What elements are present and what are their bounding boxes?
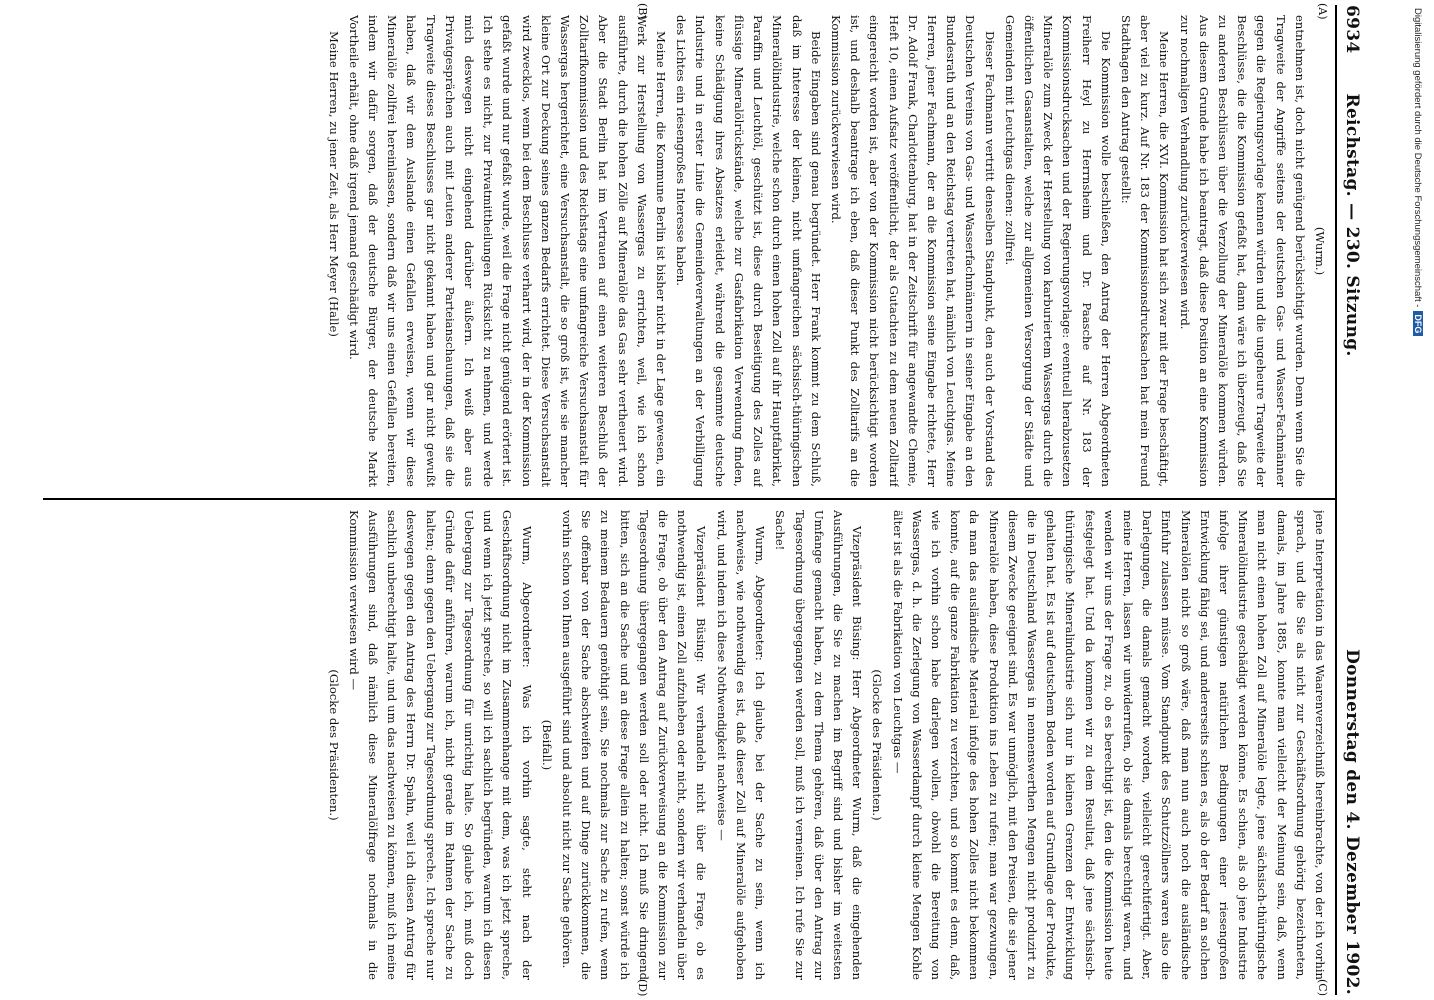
page-date: Donnerstag den 4. Dezember 1902.: [1342, 649, 1362, 995]
paragraph: Dieser Fachmann vertritt denselben Standpunkt, den auch der Vorstand des Deutschen Vereins von Gas- und Wasserfachmännern in seiner Eingabe an den Bundesrath und an den Reichstag vertreten hat, nämlich von Leuchtgas. Meine Herren, jener Fachmann, der an die Kommission seine Eingabe richtete, Herr Dr. Adolf Frank, Charlottenburg, hat in der Zeitschrift für angewandte Chemie, Heft 10, einen Aufsatz veröffentlicht, der als Gutachten zu dem neuen Zolltarif eingereicht worden ist, aber von der Kommission nicht berücksichtigt worden ist, und deshalb beantrage ich eben, daß dieser Punkt des Zolltarifs an die Kommission zurückverwiesen wird.: [828, 15, 997, 487]
bell-note: (Glocke des Präsidenten.): [326, 669, 341, 821]
paragraph: Beide Eingaben sind genau begründet. Herr Frank kommt zu dem Schluß, daß im Interesse der kleinen, nicht umfangreichen sächsisch-thüringischen Mineralölindustrie, welche schon durch einen hohen Zoll auf ihr Hauptfabrikat, Paraffin und Leuchtöl, geschützt ist, diese durch Beseitigung des Zolles auf flüssige Mineralölrückstände, welche zur Gasfabrikation Verwendung finden, keine Schädigung ihres Absatzes erleidet, während die gesammte deutsche Industrie und in erster Linie die Gemeindeverwaltungen an der Verbilligung des Lichtes ein riesengroßes Interesse haben.: [674, 15, 823, 487]
paragraph: Meine Herren, die Kommune Berlin ist bisher nicht in der Lage gewesen, ein Werk zur Herstellung von Wassergas zu errichten, weil, wie ich schon ausführte, durch die hohen Zölle auf Mineralöle das Gas sehr vertheuert wird. Aber die Stadt Berlin hat im Vertrauen auf einen weiteren Beschluß der Zolltarifkommission und des Reichstags eine umfangreiche Versuchsanstalt für Wassergas hergerichtet, eine Versuchsanstalt, die so groß ist, wie sie mancher kleine Ort zur Deckung seines ganzen Bedarfs errichtet. Diese Versuchsanstalt wird zwecklos, wenn bei dem Beschlusse verharrt wird, der in der Kommission gefaßt wurde und nur gefaßt wurde, weil die Frage nicht genügend erörtert ist. Ich stehe es nicht, zur Privatmittheilungen Rücksicht zu nehmen, und werde mich deswegen nicht eingehend darüber äußern. Ich weiß aber aus Privatgesprächen auch mit Leuten anderer Parteianschauungen, daß sie die Tragweite dieses Beschlusses gar nicht gekannt haben und gar nicht gewußt haben, daß wir dem Auslande einen Gefallen erweisen, wenn wir diese Mineralöle zollfrei hereinlassen, sondern daß wir uns einen Gefallen bereiten, indem wir dafür sorgen, daß der deutsche Bürger, der deutsche Markt Vortheile erhält, ohne daß irgend jemand geschädigt wird.: [346, 15, 669, 487]
right-column: [43, 510, 1329, 980]
dfg-logo: DFG: [1413, 311, 1423, 336]
column-divider: [43, 498, 1335, 500]
paragraph: Vizepräsident Büsing: Herr Abgeordneter Wurm, daß die eingehenden Ausführungen, die Sie zu machen im Begriff sind und bisher im weitesten Umfange gemacht haben, zu dem Thema gehören, daß über den Antrag zur Tagesordnung übergegangen werden soll, muß ich verneinen. Ich rufe Sie zur Sache!: [773, 510, 865, 980]
paragraph: Wurm, Abgeordneter: Ich glaube, bei der Sache zu sein, wenn ich nachweise, wie nothwendig es ist, daß dieser Zoll auf Mineralöle aufgehoben wird, und indem ich diese Nothwendigkeit nachweise —: [714, 510, 768, 980]
paragraph: Wurm, Abgeordneter: Was ich vorhin sagte, steht nach der Geschäftsordnung nicht im Zusammenhange mit dem, was ich jetzt spreche, und wenn ich jetzt spreche, so will ich sachlich begründen, warum ich diesen Uebergang zur Tagesordnung für unrichtig halte. So glaube ich, muß doch Gründe dafür anführen, warum ich, nicht gerade im Rahmen der Sache zu halten; denn gegen den Uebergang zur Tagesordnung spreche. Ich spreche nur deswegen gegen den Antrag des Herrn Dr. Spahn, weil ich diesen Antrag für sachlich unberechtigt halte, und um das nachweisen zu können, muß ich meine Ausführungen sind, daß nämlich diese Mineralölfrage nochmals in die Kommission verwiesen wird —: [346, 510, 534, 980]
speaker-tag: (Wurm.): [1313, 226, 1327, 276]
paragraph: entnehmen ist, doch nicht genügend berücksichtigt wurden. Denn wenn Sie die Tragweite der Angriffe seitens der deutschen Gas- und Wasser-Fachmänner gegen die Regierungsvorlage kennen würden und die ungeheure Tragweite der Beschlüsse, die die Kommission gefaßt hat, dann wäre ich überzeugt, daß Sie zu anderen Beschlüssen über die Verzollung der Mineralöle kommen würden. Aus diesem Grunde habe ich beantragt, daß diese Position an eine Kommission zur nochmaligen Verhandlung zurückverwiesen wird.: [1177, 15, 1307, 487]
paragraph: Meine Herren, zu jener Zeit, als Herr Meyer (Halle): [326, 31, 341, 337]
bell-note: (Glocke des Präsidenten.): [870, 669, 885, 821]
paragraph: Meine Herren, die XVI. Kommission hat sich zwar mit der Frage beschäftigt, aber viel zu kurz. Auf Nr. 183 der Kommissionsdrucksachen hat mein Freund Stadthagen den Antrag gestellt:: [1118, 15, 1172, 487]
paragraph: Vizepräsident Büsing: Wir verhandeln nicht über die Frage, ob es nothwendig ist, einen Zoll aufzuheben oder nicht, sondern wir verhandeln über die Frage, ob über den Antrag auf Zurückverweisung an die Kommission zur Tagesordnung übergegangen werden soll oder nicht. Ich muß Sie dringend bitten, sich an die Sache und an diese Frage allein zu halten; sonst würde ich zu meinem Bedauern genöthigt sein, Sie nochmals zur Sache zu rufen, wenn Sie offenbar von der Sache abschweifen und auf Dinge zurückkommen, die vorhin schon von Ihnen ausgeführt sind und absolut nicht zur Sache gehören.: [560, 510, 709, 980]
left-column: [43, 15, 1329, 487]
paragraph: jene Interpretation in das Waarenverzeichniß hereinbrachte, von der ich vorhin sprach, und die Sie als nicht zur Geschäftsordnung gehörig bezeichneten, damals, im Jahre 1885, konnte man vielleicht der Meinung sein, daß, wenn man nicht einen hohen Zoll auf Mineralöle legte, jene sächsisch-thüringische Mineralölindustrie geschädigt werden könne. Es schien, als ob jene Industrie infolge ihrer günstigen natürlichen Bedingungen einer riesengroßen Entwicklung fähig sei, und andererseits schien es, als ob der Bedarf an solchen Mineralölen nicht so groß wäre, daß man nun auch noch die ausländische Einfuhr zulassen müsse. Vom Standpunkt des Schutzzöllners waren also die Darlegungen, die damals gemacht worden, vielleicht gerechtfertigt. Aber, meine Herren, lassen wir unwiderrufen, ob sie damals berechtigt waren, und wenden wir uns der Frage zu, ob es berechtigt ist, den die Kommission heute festgelegt hat. Und da kommen wir zu dem Resultat, daß jene sächsisch-thüringische Mineralindustrie sich nur in kleinen Grenzen der Entwicklung gehalten hat. Es ist auf deutschem Boden worden auf Grundlage der Produkte, die in Deutschland Wassergas in nennenswerthen Mengen nicht produzirt zu diesem Zwecke geeignet sind. Es war unmöglich, mit den Preisen, die sie jener Mineralöle haben, diese Produktion ins Leben zu rufen; man war gezwungen, da man das ausländische Material infolge des hohen Zolles nicht bekommen konnte, auf die ganze Fabrikation zu verzichten, und so kommt es denn, daß, wie ich vorhin schon habe darlegen wollen, obwohl die Bereitung von Wassergas, d. h. die Zerlegung von Wasserdampf durch kleine Mengen Kohle älter ist als die Fabrikation von Leuchtgas —: [890, 510, 1327, 980]
margin-marker-c: (C): [1316, 979, 1329, 996]
margin-marker-b: (B): [636, 3, 649, 20]
margin-marker-a: (A): [1316, 3, 1329, 20]
page-number: 6934: [1342, 5, 1362, 54]
paragraph: Die Kommission wolle beschließen, den Antrag der Herren Abgeordneten Freiherr Heyl zu Herrnsheim und Dr. Paasche auf Nr. 183 der Kommissionsdrucksachen und der Regierungsvorlage: eventuell herabzusetzen Mineralöle zum Zweck der Herstellung von karburiertem Wassergas durch die öffentlichen Gasanstalten, welche zur allgemeinen Versorgung der Städte und Gemeinden mit Leuchtgas dienen: zollfrei.: [1002, 15, 1113, 487]
rotated-page: [35, 5, 1365, 995]
margin-marker-d: (D): [636, 979, 649, 997]
applause-note: (Beifall.): [539, 719, 554, 771]
credit-text: Digitalisierung gefördert durch die Deutsche Forschungsgemeinschaft -: [1412, 8, 1423, 308]
page-header: [1339, 5, 1365, 995]
digitization-credit: [1412, 8, 1423, 336]
header-rule: [1335, 5, 1337, 995]
page-title: Reichstag. — 230. Sitzung.: [1342, 93, 1362, 357]
